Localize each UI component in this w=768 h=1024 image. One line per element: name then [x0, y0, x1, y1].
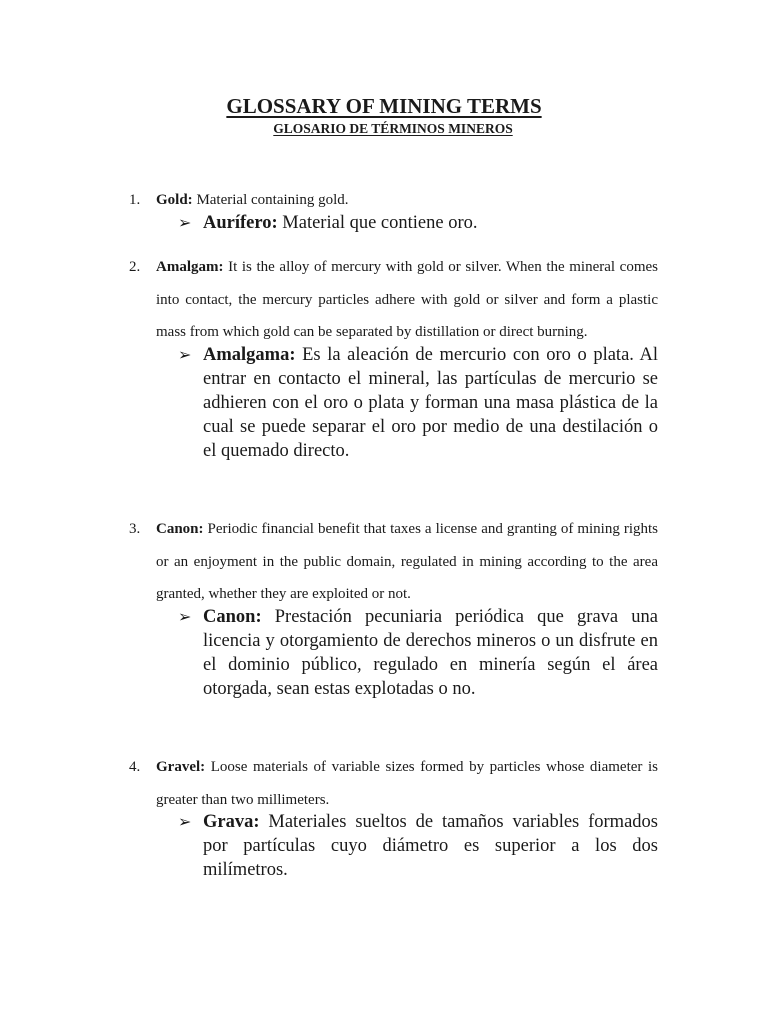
entry-number: 4. — [129, 759, 141, 775]
entry-english — [156, 513, 658, 611]
entry-number: 3. — [129, 521, 141, 537]
entry-spanish — [178, 605, 658, 701]
entry-spanish — [178, 343, 658, 463]
entry-number: 2. — [129, 259, 141, 275]
arrow-bullet-icon: ➢ — [178, 346, 192, 364]
term-spanish: Grava: — [203, 812, 260, 832]
definition-english: It is the alloy of mercury with gold or silver. When the mineral comes into contact, the mercury particles adhere with gold or silver and form a plastic mass from which gold can be separated by distillation or direct burning. — [156, 259, 658, 340]
term-english: Gold: — [156, 192, 193, 208]
term-english: Gravel: — [156, 759, 206, 775]
document-subtitle: GLOSARIO DE TÉRMINOS MINEROS — [273, 121, 513, 136]
definition-spanish: Materiales sueltos de tamaños variables formados por partículas cuyo diámetro es superior a los dos milímetros. — [203, 812, 658, 880]
term-spanish: Aurífero: — [203, 212, 278, 233]
arrow-bullet-icon: ➢ — [178, 214, 192, 232]
document-title: GLOSSARY OF MINING TERMS — [226, 94, 542, 118]
entry-english — [156, 751, 658, 816]
term-english: Canon: — [156, 521, 204, 537]
arrow-bullet-icon: ➢ — [178, 814, 192, 831]
definition-spanish: Material que contiene oro. — [277, 212, 478, 233]
glossary-entry-canon — [129, 513, 658, 719]
definition-spanish: Es la aleación de mercurio con oro o plata. Al entrar en contacto el mineral, las partículas de mercurio se adhieren con el oro o plata y forman una masa plástica de la cual se puede separar el oro por medio de una destilación o el quemado directo. — [203, 344, 658, 461]
entry-number: 1. — [129, 192, 141, 208]
entry-spanish — [178, 810, 658, 882]
definition-english: Periodic financial benefit that taxes a license and granting of mining rights or an enjoyment in the public domain, regulated in mining according to the area granted, whether they are exploited or not. — [156, 521, 658, 602]
arrow-bullet-icon: ➢ — [178, 608, 192, 626]
definition-english: Material containing gold. — [192, 192, 349, 208]
term-spanish: Canon: — [203, 606, 262, 627]
glossary-entry-amalgam — [129, 251, 658, 481]
entry-spanish — [178, 211, 658, 235]
glossary-entry-gravel — [129, 751, 658, 901]
definition-spanish: Prestación pecuniaria periódica que grava una licencia y otorgamiento de derechos mineros o un disfrute en el dominio público, regulado en minería según el área otorgada, sean estas explotadas o no. — [203, 606, 658, 699]
term-spanish: Amalgama: — [203, 344, 296, 365]
glossary-entry-gold — [129, 184, 658, 253]
entry-english — [156, 251, 658, 349]
term-english: Amalgam: — [156, 259, 224, 275]
definition-english: Loose materials of variable sizes formed by particles whose diameter is greater than two millimeters. — [156, 759, 658, 808]
